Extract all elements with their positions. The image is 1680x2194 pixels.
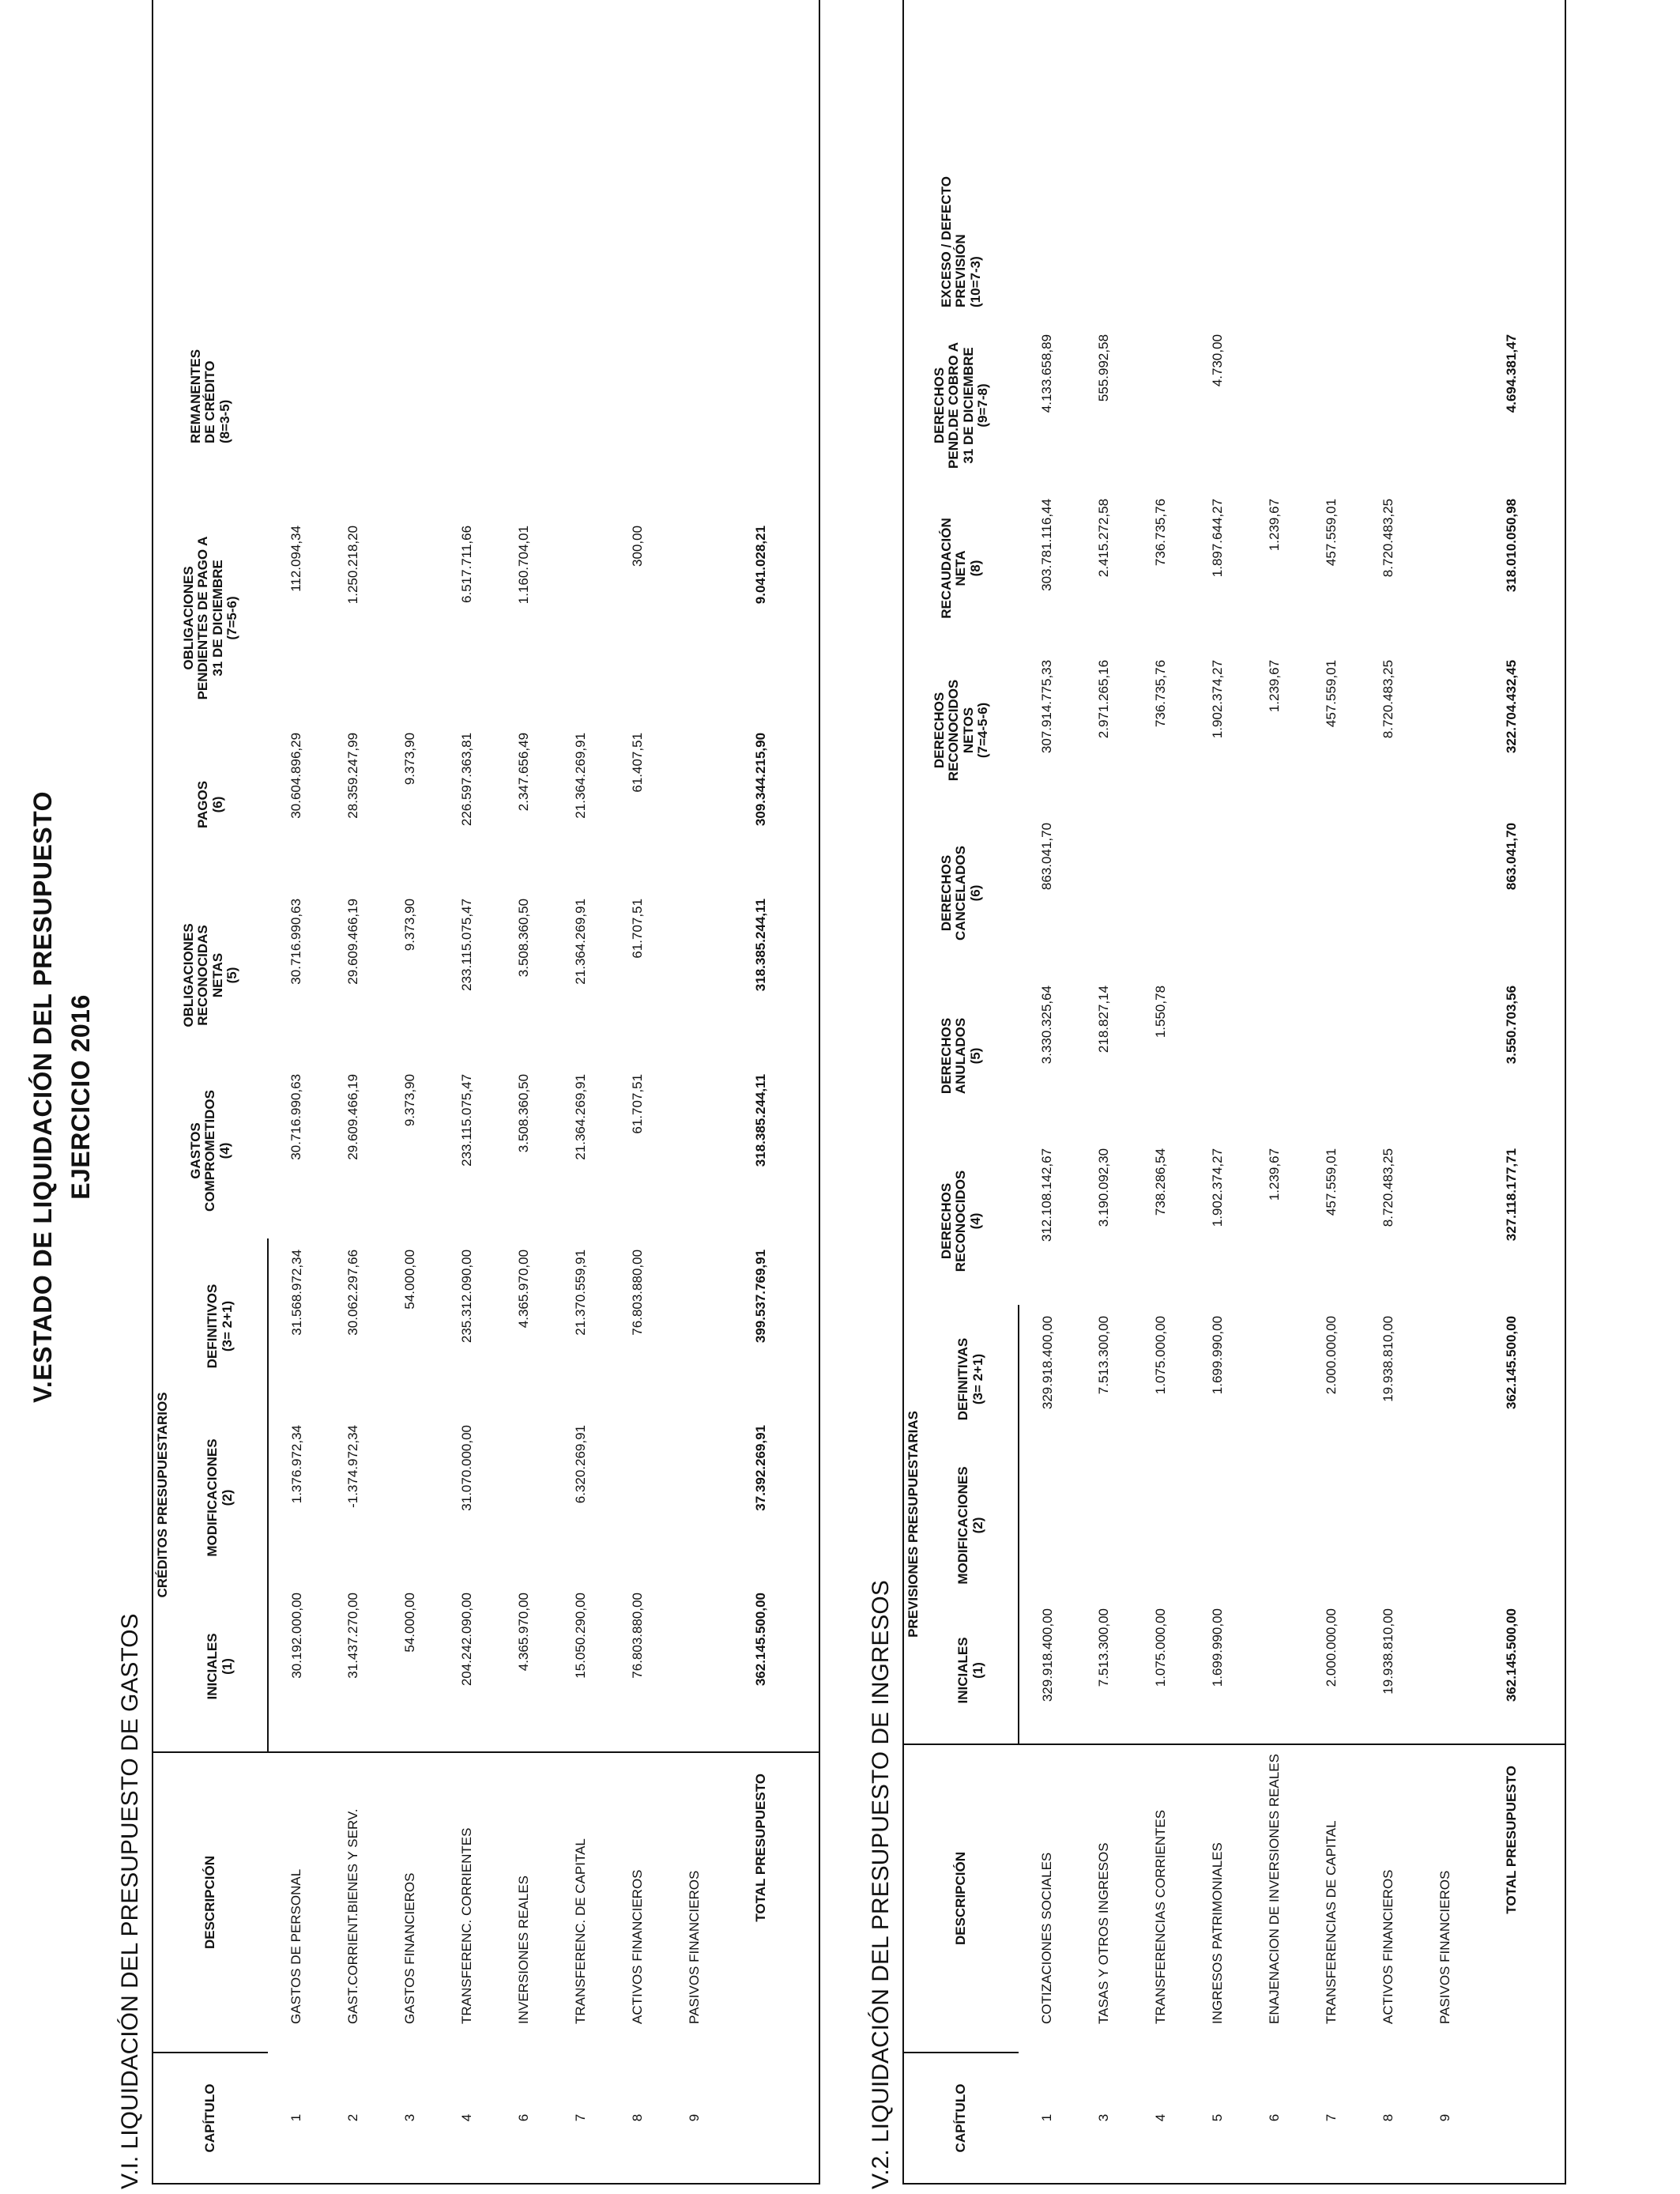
value-cell: 8.720.483,25 — [1381, 1148, 1396, 1227]
value-cell — [1417, 974, 1474, 1137]
value-cell: 329.918.400,00 — [1039, 1608, 1055, 1702]
value-cell — [1246, 1597, 1303, 1744]
value-cell: 15.050.290,00 — [573, 1593, 588, 1679]
value-cell — [609, 1414, 666, 1581]
value-cell: 1.897.644,27 — [1210, 498, 1225, 578]
value-cell — [1246, 974, 1303, 1137]
value-cell — [666, 1063, 723, 1238]
value-cell: 863.041,70 — [1039, 822, 1054, 891]
capitulo-cell: 1 — [288, 2113, 303, 2122]
total-row — [1474, 0, 1550, 2184]
value-cell — [666, 0, 723, 515]
value-cell: 112.094,34 — [288, 525, 303, 592]
value-cell: 30.062.297,66 — [345, 1249, 360, 1336]
header-descripcion: DESCRIPCIÓN — [153, 1752, 268, 2053]
total-value: 362.145.500,00 — [753, 1593, 768, 1687]
descripcion-cell: GASTOS DE PERSONAL — [268, 1752, 325, 2053]
value-cell: 9.373,90 — [402, 1073, 417, 1127]
header-modificaciones: MODIFICACIONES (2) — [173, 1414, 268, 1581]
value-cell: 28.359.247,99 — [345, 732, 360, 819]
header-exceso-defecto: EXCESO / DEFECTO PREVISIÓN (10=7-3) — [938, 176, 983, 307]
header-capitulo: CAPÍTULO — [153, 2053, 268, 2184]
value-cell: 307.914.775,33 — [1039, 659, 1054, 754]
ingresos-table — [902, 0, 1566, 2185]
value-cell — [1417, 488, 1474, 649]
header-remanentes: REMANENTES DE CRÉDITO (8=3-5) — [187, 349, 232, 443]
descripcion-cell: ENAJENACION DE INVERSIONES REALES — [1246, 1744, 1303, 2053]
header-iniciales: INICIALES (1) — [173, 1581, 268, 1752]
table-row — [1132, 0, 1189, 2184]
value-cell: 30.604.896,29 — [288, 732, 303, 819]
value-cell — [1189, 0, 1246, 323]
value-cell — [1189, 812, 1246, 974]
header-obligaciones-pendientes: OBLIGACIONES PENDIENTES DE PAGO A 31 DE DICIEMBRE (7=5-6) — [180, 536, 239, 700]
value-cell: 1.550,78 — [1153, 985, 1168, 1039]
value-cell: 312.108.142,67 — [1039, 1148, 1054, 1242]
descripcion-cell: ACTIVOS FINANCIEROS — [1360, 1744, 1417, 2053]
value-cell: 1.376.972,34 — [288, 1425, 304, 1504]
value-cell: 6.320.269,91 — [573, 1425, 588, 1504]
value-cell: 54.000,00 — [402, 1593, 417, 1653]
descripcion-cell: GAST.CORRIENT.BIENES Y SERV. — [325, 1752, 382, 2053]
capitulo-cell: 2 — [345, 2113, 360, 2122]
value-cell: 7.513.300,00 — [1096, 1315, 1111, 1395]
value-cell — [1417, 323, 1474, 488]
value-cell: 7.513.300,00 — [1096, 1608, 1111, 1687]
table-row — [609, 0, 666, 2184]
header-derechos-anulados: DERECHOS ANULADOS (5) — [938, 1017, 983, 1095]
value-cell — [1303, 323, 1360, 488]
total-value — [723, 0, 799, 515]
table-row — [666, 0, 723, 2184]
value-cell: 3.508.360,50 — [516, 1073, 531, 1153]
table-row — [268, 0, 325, 2184]
value-cell — [382, 1414, 439, 1581]
table-row — [1075, 0, 1132, 2184]
value-cell — [1246, 1305, 1303, 1453]
table-row — [495, 0, 552, 2184]
value-cell: 218.827,14 — [1096, 985, 1111, 1054]
total-value: 327.118.177,71 — [1504, 1148, 1519, 1242]
value-cell — [1189, 974, 1246, 1137]
total-value — [1474, 1453, 1550, 1597]
capitulo-cell: 6 — [516, 2113, 531, 2122]
document-subtitle: EJERCICIO 2016 — [66, 994, 95, 1200]
value-cell: 233.115.075,47 — [459, 898, 474, 991]
value-cell — [495, 0, 552, 515]
value-cell: 2.971.265,16 — [1096, 659, 1111, 739]
value-cell: 21.364.269,91 — [573, 732, 588, 819]
value-cell: 30.192.000,00 — [288, 1593, 304, 1679]
capitulo-cell: 9 — [687, 2113, 702, 2122]
value-cell — [1132, 812, 1189, 974]
value-cell — [666, 1238, 723, 1414]
value-cell — [1246, 812, 1303, 974]
value-cell: 9.373,90 — [402, 898, 417, 952]
value-cell — [1417, 1305, 1474, 1453]
total-value: 37.392.269,91 — [753, 1425, 768, 1511]
header-gastos-comprometidos: GASTOS COMPROMETIDOS (4) — [187, 1090, 232, 1212]
total-value: 318.010.050,98 — [1504, 498, 1519, 593]
value-cell — [1246, 1453, 1303, 1597]
capitulo-cell: 8 — [630, 2113, 645, 2122]
value-cell: 457.559,01 — [1324, 659, 1339, 728]
value-cell — [1417, 1597, 1474, 1744]
value-cell — [666, 515, 723, 722]
value-cell — [1360, 1453, 1417, 1597]
total-value: 362.145.500,00 — [1504, 1608, 1519, 1702]
value-cell: 226.597.363,81 — [459, 732, 474, 827]
capitulo-cell: 6 — [1267, 2113, 1282, 2122]
value-cell — [666, 1581, 723, 1752]
total-value: 863.041,70 — [1504, 822, 1519, 891]
descripcion-cell: INVERSIONES REALES — [495, 1752, 552, 2053]
descripcion-cell: ACTIVOS FINANCIEROS — [609, 1752, 666, 2053]
descripcion-cell: TRANSFERENC. CORRIENTES — [439, 1752, 495, 2053]
value-cell: 1.699.990,00 — [1210, 1608, 1225, 1687]
value-cell: 61.407,51 — [630, 732, 645, 793]
table-row — [1189, 0, 1246, 2184]
table-row — [1417, 0, 1474, 2184]
value-cell: 204.242.090,00 — [459, 1593, 474, 1687]
value-cell — [1075, 0, 1132, 323]
total-row — [723, 0, 799, 2184]
header-iniciales: INICIALES (1) — [924, 1597, 1019, 1744]
capitulo-cell: 9 — [1437, 2113, 1452, 2122]
value-cell: 30.716.990,63 — [288, 1073, 303, 1160]
value-cell: 1.250.218,20 — [345, 525, 360, 605]
capitulo-cell: 3 — [402, 2113, 417, 2122]
table-row — [1303, 0, 1360, 2184]
value-cell — [439, 0, 495, 515]
value-cell — [1132, 1453, 1189, 1597]
value-cell — [1075, 812, 1132, 974]
gastos-table — [152, 0, 820, 2185]
value-cell: 30.716.990,63 — [288, 898, 303, 985]
table-row — [552, 0, 609, 2184]
value-cell: 3.508.360,50 — [516, 898, 531, 978]
value-cell — [1075, 1453, 1132, 1597]
value-cell: 76.803.880,00 — [630, 1249, 645, 1336]
total-label: TOTAL PRESUPUESTO — [1474, 1744, 1550, 2053]
value-cell: 29.609.466,19 — [345, 898, 360, 985]
value-cell: 1.075.000,00 — [1153, 1315, 1168, 1395]
value-cell: 2.415.272,58 — [1096, 498, 1111, 578]
value-cell: 31.437.270,00 — [345, 1593, 360, 1679]
header-derechos-netos: DERECHOS RECONOCIDOS NETOS (7=4-5-6) — [931, 679, 990, 782]
total-value: 318.385.244,11 — [753, 1073, 768, 1167]
capitulo-cell: 8 — [1381, 2113, 1396, 2122]
value-cell: 4.365.970,00 — [516, 1249, 531, 1329]
total-value: 318.385.244,11 — [753, 898, 768, 992]
value-cell: 1.902.374,27 — [1210, 659, 1225, 739]
value-cell: 1.160.704,01 — [516, 525, 531, 605]
value-cell: 1.239,67 — [1267, 498, 1282, 552]
header-definitivos: DEFINITIVOS (3= 2+1) — [173, 1238, 268, 1414]
value-cell: 736.735,76 — [1153, 659, 1168, 728]
capitulo-cell: 4 — [459, 2113, 474, 2122]
value-cell — [1246, 323, 1303, 488]
descripcion-cell: GASTOS FINANCIEROS — [382, 1752, 439, 2053]
value-cell: 6.517.711,66 — [459, 525, 474, 603]
value-cell — [1303, 812, 1360, 974]
value-cell: 1.075.000,00 — [1153, 1608, 1168, 1687]
descripcion-cell: TRANSFERENCIAS DE CAPITAL — [1303, 1744, 1360, 2053]
value-cell: 76.803.880,00 — [630, 1593, 645, 1679]
value-cell: 2.347.656,49 — [516, 732, 531, 812]
header-pagos: PAGOS (6) — [195, 780, 225, 829]
value-cell — [1132, 323, 1189, 488]
capitulo-cell: 3 — [1096, 2113, 1111, 2122]
value-cell: 4.730,00 — [1210, 334, 1225, 387]
value-cell — [1360, 974, 1417, 1137]
header-creditos-presupuestarios: CRÉDITOS PRESUPUESTARIOS — [155, 1392, 171, 1598]
value-cell: 736.735,76 — [1153, 498, 1168, 567]
value-cell — [1132, 0, 1189, 323]
value-cell — [666, 1414, 723, 1581]
value-cell: 1.699.990,00 — [1210, 1315, 1225, 1395]
value-cell: 300,00 — [630, 525, 645, 567]
value-cell — [1360, 323, 1417, 488]
value-cell: 4.133.658,89 — [1039, 334, 1054, 413]
value-cell — [1417, 0, 1474, 323]
value-cell: 54.000,00 — [402, 1249, 417, 1310]
descripcion-cell: TRANSFERENC. DE CAPITAL — [552, 1752, 609, 2053]
header-derechos-reconocidos: DERECHOS RECONOCIDOS (4) — [938, 1170, 983, 1272]
value-cell: 233.115.075,47 — [459, 1073, 474, 1167]
value-cell: 21.364.269,91 — [573, 1073, 588, 1160]
total-value: 4.694.381,47 — [1504, 334, 1519, 413]
value-cell — [1019, 0, 1075, 323]
table-row — [325, 0, 382, 2184]
value-cell — [1303, 1453, 1360, 1597]
value-cell: 21.370.559,91 — [573, 1249, 588, 1336]
capitulo-cell: 1 — [1039, 2113, 1054, 2122]
descripcion-cell: PASIVOS FINANCIEROS — [1417, 1744, 1474, 2053]
header-obligaciones-reconocidas: OBLIGACIONES RECONOCIDAS NETAS (5) — [180, 923, 239, 1027]
value-cell: 303.781.116,44 — [1039, 498, 1054, 591]
descripcion-cell: INGRESOS PATRIMONIALES — [1189, 1744, 1246, 2053]
value-cell: 19.938.810,00 — [1381, 1608, 1396, 1695]
value-cell — [666, 888, 723, 1063]
total-value: 362.145.500,00 — [1504, 1315, 1519, 1410]
value-cell — [1360, 0, 1417, 323]
descripcion-cell: TASAS Y OTROS INGRESOS — [1075, 1744, 1132, 2053]
total-value: 322.704.432,45 — [1504, 659, 1519, 754]
value-cell: 21.364.269,91 — [573, 898, 588, 985]
value-cell: 8.720.483,25 — [1381, 659, 1396, 739]
value-cell: 329.918.400,00 — [1039, 1315, 1055, 1410]
value-cell — [1360, 812, 1417, 974]
header-recaudacion-neta: RECAUDACIÓN NETA (8) — [938, 518, 983, 619]
value-cell — [1246, 0, 1303, 323]
total-value: 309.344.215,90 — [753, 732, 768, 827]
value-cell — [1189, 1453, 1246, 1597]
total-value: 3.550.703,56 — [1504, 985, 1519, 1065]
total-value: 399.537.769,91 — [753, 1249, 768, 1344]
value-cell: 3.330.325,64 — [1039, 985, 1054, 1065]
value-cell — [609, 0, 666, 515]
value-cell: 19.938.810,00 — [1381, 1315, 1396, 1402]
table-row — [1246, 0, 1303, 2184]
value-cell: 61.707,51 — [630, 898, 645, 959]
value-cell: 29.609.466,19 — [345, 1073, 360, 1160]
header-modificaciones: MODIFICACIONES (2) — [924, 1453, 1019, 1597]
table-row — [382, 0, 439, 2184]
value-cell: 3.190.092,30 — [1096, 1148, 1111, 1227]
descripcion-cell: TRANSFERENCIAS CORRIENTES — [1132, 1744, 1189, 2053]
value-cell — [552, 0, 609, 515]
header-previsiones-presupuestarias: PREVISIONES PRESUPUESTARIAS — [906, 1411, 921, 1638]
header-capitulo: CAPÍTULO — [903, 2053, 1019, 2184]
value-cell: 9.373,90 — [402, 732, 417, 786]
value-cell: 1.239,67 — [1267, 1148, 1282, 1201]
value-cell: 31.070.000,00 — [459, 1425, 474, 1511]
value-cell — [1303, 0, 1360, 323]
value-cell — [268, 0, 325, 515]
total-value: 9.041.028,21 — [753, 525, 768, 605]
value-cell — [1303, 974, 1360, 1137]
capitulo-cell: 5 — [1210, 2113, 1225, 2122]
value-cell — [495, 1414, 552, 1581]
value-cell: 4.365.970,00 — [516, 1593, 531, 1672]
value-cell: 738.286,54 — [1153, 1148, 1168, 1216]
capitulo-cell: 7 — [573, 2113, 588, 2122]
value-cell: -1.374.972,34 — [345, 1425, 360, 1508]
value-cell — [1019, 1453, 1075, 1597]
value-cell: 61.707,51 — [630, 1073, 645, 1134]
value-cell: 1.239,67 — [1267, 659, 1282, 713]
header-pendientes-cobro: DERECHOS PEND.DE COBRO A 31 DE DICIEMBRE (9=7-8) — [931, 342, 990, 469]
value-cell: 457.559,01 — [1324, 498, 1339, 567]
table-row — [439, 0, 495, 2184]
header-descripcion: DESCRIPCIÓN — [903, 1744, 1019, 2053]
value-cell — [382, 515, 439, 722]
value-cell — [382, 0, 439, 515]
value-cell — [1417, 649, 1474, 812]
value-cell: 8.720.483,25 — [1381, 498, 1396, 578]
value-cell — [1417, 1453, 1474, 1597]
value-cell — [325, 0, 382, 515]
capitulo-cell: 7 — [1324, 2113, 1339, 2122]
header-definitivas: DEFINITIVAS (3= 2+1) — [924, 1305, 1019, 1453]
value-cell — [1417, 812, 1474, 974]
value-cell: 235.312.090,00 — [459, 1249, 474, 1344]
table-row — [1019, 0, 1075, 2184]
document-title: V.ESTADO DE LIQUIDACIÓN DEL PRESUPUESTO — [28, 791, 57, 1403]
value-cell — [666, 722, 723, 888]
capitulo-cell: 4 — [1153, 2113, 1168, 2122]
value-cell: 555.992,58 — [1096, 334, 1111, 402]
header-derechos-cancelados: DERECHOS CANCELADOS (6) — [938, 846, 983, 941]
total-label: TOTAL PRESUPUESTO — [723, 1752, 799, 2053]
descripcion-cell: PASIVOS FINANCIEROS — [666, 1752, 723, 2053]
value-cell: 2.000.000,00 — [1324, 1315, 1339, 1395]
gastos-section-title: V.I. LIQUIDACIÓN DEL PRESUPUESTO DE GASTOS — [117, 1613, 143, 2189]
total-value — [1474, 0, 1550, 323]
ingresos-section-title: V.2. LIQUIDACIÓN DEL PRESUPUESTO DE INGRESOS — [868, 1580, 894, 2189]
value-cell: 31.568.972,34 — [288, 1249, 304, 1336]
value-cell: 2.000.000,00 — [1324, 1608, 1339, 1687]
value-cell — [1417, 1137, 1474, 1305]
descripcion-cell: COTIZACIONES SOCIALES — [1019, 1744, 1075, 2053]
value-cell — [552, 515, 609, 722]
value-cell: 1.902.374,27 — [1210, 1148, 1225, 1227]
table-row — [1360, 0, 1417, 2184]
value-cell: 457.559,01 — [1324, 1148, 1339, 1216]
